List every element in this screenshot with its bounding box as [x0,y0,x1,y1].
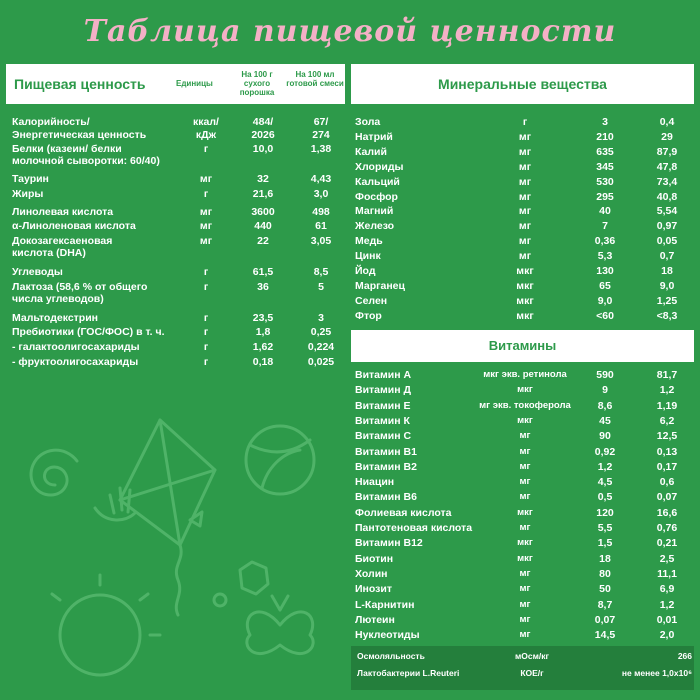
table-row [355,400,697,414]
header-per-100ml: На 100 мл готовой смеси [286,70,344,88]
row-value-100g: 50 [599,583,611,596]
row-value-100g: 90 [599,430,611,443]
row-value-100g: 9 [602,384,608,397]
page-title: Таблица пищевой ценности [83,14,617,49]
flower-icon [214,562,268,606]
row-value-100g: 1,5 [597,537,613,550]
row-value-100ml: 0,224 [307,341,335,353]
row-unit: мкг [517,537,533,549]
row-unit: мг [518,250,532,263]
row-value-100g: 45 [599,414,611,427]
row-name: Витамин Д [355,384,411,397]
row-value-100g: 440 [254,220,272,232]
row-value-100g: 9,0 [597,294,613,307]
row-value-100ml: 3,0 [313,188,329,200]
table-row [12,356,350,370]
row-unit: мкг [517,552,533,564]
row-name: Фосфор [355,190,398,203]
row-name: Цинк [355,250,381,263]
row-unit: мг экв. токоферола [479,399,571,411]
table-row [355,507,697,521]
row-value-100ml: 3,05 [310,235,332,247]
row-name: Кальций [355,175,400,188]
table-row [355,461,697,475]
row-name: Медь [355,235,383,248]
row-name: Ниацин [355,476,395,489]
row-value-100ml: 0,21 [656,537,678,550]
row-value-100ml: 0,07 [656,491,678,504]
table-row [12,116,350,130]
row-value-100g: 8,7 [597,598,613,611]
row-value-100ml: 6,2 [659,414,675,427]
row-name: Мальтодекстрин [12,312,99,324]
row-value-100ml: 3 [318,312,324,324]
table-row [355,146,697,160]
row-name: L-Карнитин [355,598,415,611]
header-name: Пищевая ценность [14,76,146,92]
row-value-100g: 3600 [251,206,275,218]
row-value-100g: 295 [596,190,614,203]
row-unit: г [203,266,209,278]
table-row [355,116,697,130]
footer-row-lactobacteria [357,668,692,682]
row-value-100ml: 1,25 [656,294,678,307]
row-unit: мкг [517,506,533,518]
row-value-100g: 3 [602,116,608,128]
table-row [355,583,697,597]
row-name: Витамин В6 [355,491,417,504]
row-unit: г [203,341,209,353]
row-value-100g: 635 [596,145,614,158]
row-unit: мг [199,220,213,232]
table-row [355,235,697,249]
row-name: Хлориды [355,160,404,173]
header-unit: Единицы [176,79,213,88]
row-value-100ml: 0,97 [656,220,678,233]
row-value-100g: 0,07 [594,613,616,626]
doodle-illustration [0,370,345,700]
ball-icon [246,426,314,494]
table-row [355,476,697,490]
vitamins-header: Витамины [351,330,694,362]
row-value-100ml: 0,01 [656,613,678,626]
table-row [355,176,697,190]
row-value-100g: 130 [596,265,614,277]
row-name: Линолевая кислота [12,206,114,218]
table-row [12,326,350,340]
row-name: Натрий [355,130,393,143]
row-value-100ml: 274 [312,129,330,141]
row-value-100g: 5,5 [597,522,613,534]
spiral-icon [31,450,77,495]
row-value-100ml: 6,9 [659,583,675,596]
row-name: α-Линоленовая кислота [12,220,136,232]
table-row [355,295,697,309]
table-row [355,599,697,613]
row-value-100ml: 16,6 [656,506,678,519]
footer-value: 266 [677,651,692,661]
row-value-100ml: 2,0 [659,629,675,642]
row-name: Калий [355,145,387,158]
table-row [355,280,697,294]
row-name: Зола [355,116,381,128]
row-value-100ml: 4,43 [310,173,332,185]
row-unit: мг [519,567,531,579]
row-value-100g: 1,8 [255,326,271,338]
table-row [12,220,350,234]
table-row [355,522,697,536]
table-row [12,312,350,326]
row-value-100ml: 87,9 [656,145,678,158]
table-row [12,188,350,202]
table-row [12,143,350,169]
row-name: Пантотеновая кислота [355,522,473,534]
footer-unit: мОсм/кг [514,651,550,661]
row-unit: мкг [516,279,534,292]
row-unit: г [203,281,209,293]
row-value-100ml: 2,5 [659,552,675,565]
row-name: Марганец [355,279,405,292]
row-unit: мг [518,235,532,248]
row-value-100g: 8,6 [597,399,613,412]
row-unit: г [203,326,209,338]
row-value-100ml: 5,54 [656,205,678,218]
row-name: Магний [355,205,394,218]
row-value-100ml: 81,7 [656,369,678,381]
row-value-100ml: 61 [315,220,327,232]
row-value-100ml: 498 [312,206,330,218]
row-value-100g: 1,2 [597,460,613,473]
row-value-100g: 18 [599,552,611,565]
row-value-100ml: 11,1 [657,567,677,580]
table-row [12,266,350,280]
row-value-100g: 120 [596,506,614,519]
row-name: Нуклеотиды [355,629,420,642]
row-value-100g: 32 [257,173,269,185]
table-row [355,446,697,460]
row-unit: г [203,356,209,368]
table-row [355,131,697,145]
row-unit: мг [518,175,532,188]
table-row [355,265,697,279]
row-name: Лактоза (58,6 % от общего числа углеводов) [12,281,148,305]
row-value-100g: <60 [596,309,614,322]
row-name: Жиры [12,188,44,200]
table-row [355,369,697,383]
sun-icon [52,575,160,675]
row-value-100g: 0,18 [252,356,274,368]
row-unit: мг [519,460,531,472]
row-value-100ml: 73,4 [656,175,678,188]
row-name: Витамин В1 [355,445,417,458]
row-value-100g: 10,0 [252,143,274,155]
row-value-100ml: 67/ [313,116,329,128]
table-row [355,310,697,324]
table-row [355,430,697,444]
row-value-100ml: 0,25 [310,326,332,338]
table-row [355,415,697,429]
row-name: Калорийность/ [12,116,90,128]
table-row [355,161,697,175]
row-value-100g: 21,6 [252,188,274,200]
table-row [12,235,350,261]
table-row [355,384,697,398]
table-row [12,173,350,187]
row-value-100g: 210 [596,130,614,143]
row-name: Энергетическая ценность [12,129,147,141]
kite-icon [120,420,215,615]
row-name: Витамин В2 [355,460,417,473]
row-value-100g: 530 [596,175,614,188]
row-value-100ml: 0,6 [659,476,675,489]
row-name: Железо [355,220,395,233]
row-unit: мкг [516,294,534,307]
row-unit: мг [519,491,531,503]
row-value-100g: 65 [599,279,611,292]
row-value-100ml: 0,05 [656,235,678,248]
row-name: Холин [355,567,388,580]
row-value-100g: 61,5 [252,266,274,278]
row-name: Лютеин [355,613,395,626]
row-name: Фтор [355,309,382,322]
footer-name: Осмоляльность [357,651,425,661]
row-value-100ml: 0,17 [656,460,678,473]
row-name: Углеводы [12,266,63,278]
row-unit: мкг [516,309,534,322]
row-unit: мг [519,430,531,442]
row-unit: мкг [516,265,534,277]
row-unit: мг [519,613,531,625]
row-value-100g: 14,5 [594,629,616,642]
row-name: Докозагексаеновая кислота (DHA) [12,235,113,259]
row-value-100ml: 0,7 [659,250,675,263]
row-value-100g: 80 [599,567,611,580]
row-name: Белки (казеин/ белки молочной сыворотки: 60/40) [12,143,160,167]
row-value-100ml: 29 [661,130,673,143]
footer-unit: КОЕ/г [520,668,544,678]
row-name: Селен [355,294,388,307]
row-value-100g: 484/ [252,116,274,128]
row-value-100g: 36 [257,281,269,293]
row-name: Витамин В12 [355,537,423,550]
row-unit: мкг экв. ретинола [483,369,567,380]
row-unit: мг [519,445,531,457]
table-row [355,205,697,219]
header-per-100g: На 100 г сухого порошка [239,70,275,97]
table-row [12,281,350,307]
row-unit: мг [519,522,531,533]
row-value-100ml: 1,19 [656,399,678,412]
row-value-100g: 5,3 [597,250,613,263]
row-value-100ml: 0,025 [307,356,335,368]
row-name: Витамин К [355,414,410,427]
table-row [355,220,697,234]
row-value-100ml: 5 [318,281,324,293]
row-value-100g: 22 [257,235,269,247]
hand-icon [95,488,135,520]
butterfly-icon [247,596,313,654]
row-value-100g: 2026 [251,129,275,141]
row-unit: мг [519,629,531,641]
row-unit: мг [199,206,213,218]
row-value-100g: 1,62 [252,341,274,353]
row-unit: мг [519,476,531,488]
table-row [355,537,697,551]
row-unit: г [203,312,209,324]
row-name: - фруктоолигосахариды [12,356,139,368]
row-unit: мг [518,160,532,173]
table-row [355,250,697,264]
row-unit: мг [199,235,213,247]
row-value-100ml: 12,5 [656,430,678,443]
nutrition-table-header [6,64,345,104]
row-name: Витамин Е [355,399,411,412]
row-unit: кДж [195,129,217,141]
row-value-100g: 345 [596,160,614,173]
row-value-100g: 0,92 [594,445,616,458]
table-row [355,553,697,567]
table-row [355,614,697,628]
row-name: - галактоолигосахариды [12,341,140,353]
row-unit: мг [519,583,531,595]
row-name: Йод [355,265,376,277]
row-unit: г [522,116,528,128]
table-row [355,629,697,643]
row-value-100g: 23,5 [252,312,274,324]
minerals-header: Минеральные вещества [351,64,694,104]
row-value-100ml: 47,8 [656,160,678,173]
row-value-100ml: 0,76 [656,522,678,534]
row-unit: ккал/ [193,116,219,128]
row-value-100ml: 8,5 [313,266,329,278]
table-row [12,341,350,355]
row-value-100ml: 0,13 [656,445,678,458]
row-unit: мг [518,220,532,233]
row-unit: мг [518,145,532,158]
row-unit: мкг [517,384,533,396]
row-unit: г [203,188,209,200]
row-unit: мг [518,130,532,143]
footer-row-osmolality [357,651,692,665]
row-value-100ml: 1,2 [659,384,675,397]
row-value-100g: 4,5 [597,476,613,489]
row-value-100ml: 9,0 [659,279,675,292]
row-unit: г [203,143,209,155]
row-value-100ml: <8,3 [656,309,678,322]
row-unit: мг [199,173,213,185]
row-unit: мг [518,190,532,203]
row-value-100ml: 1,38 [310,143,332,155]
row-name: Пребиотики (ГОС/ФОС) в т. ч. [12,326,165,338]
row-name: Биотин [355,552,394,565]
row-value-100g: 0,36 [594,235,616,248]
row-name: Фолиевая кислота [355,506,452,519]
table-row [12,129,350,143]
row-value-100g: 40 [599,205,611,218]
row-value-100g: 0,5 [597,491,613,504]
footer-value: не менее 1,0х10⁶ [621,668,692,678]
row-value-100ml: 1,2 [659,598,675,611]
row-unit: мкг [517,414,533,426]
row-value-100g: 590 [596,369,614,381]
row-unit: мг [519,598,531,610]
table-row [12,206,350,220]
row-name: Витамин С [355,430,412,443]
row-value-100g: 7 [602,220,608,233]
row-unit: мг [518,205,532,218]
row-name: Таурин [12,173,49,185]
table-row [355,568,697,582]
footer-box [351,646,694,690]
row-name: Инозит [355,583,392,596]
footer-name: Лактобактерии L.Reuteri [357,668,460,678]
row-value-100ml: 40,8 [656,190,678,203]
table-row [355,491,697,505]
row-value-100ml: 18 [661,265,673,277]
table-row [355,191,697,205]
row-name: Витамин А [355,369,412,381]
row-value-100ml: 0,4 [659,116,675,128]
